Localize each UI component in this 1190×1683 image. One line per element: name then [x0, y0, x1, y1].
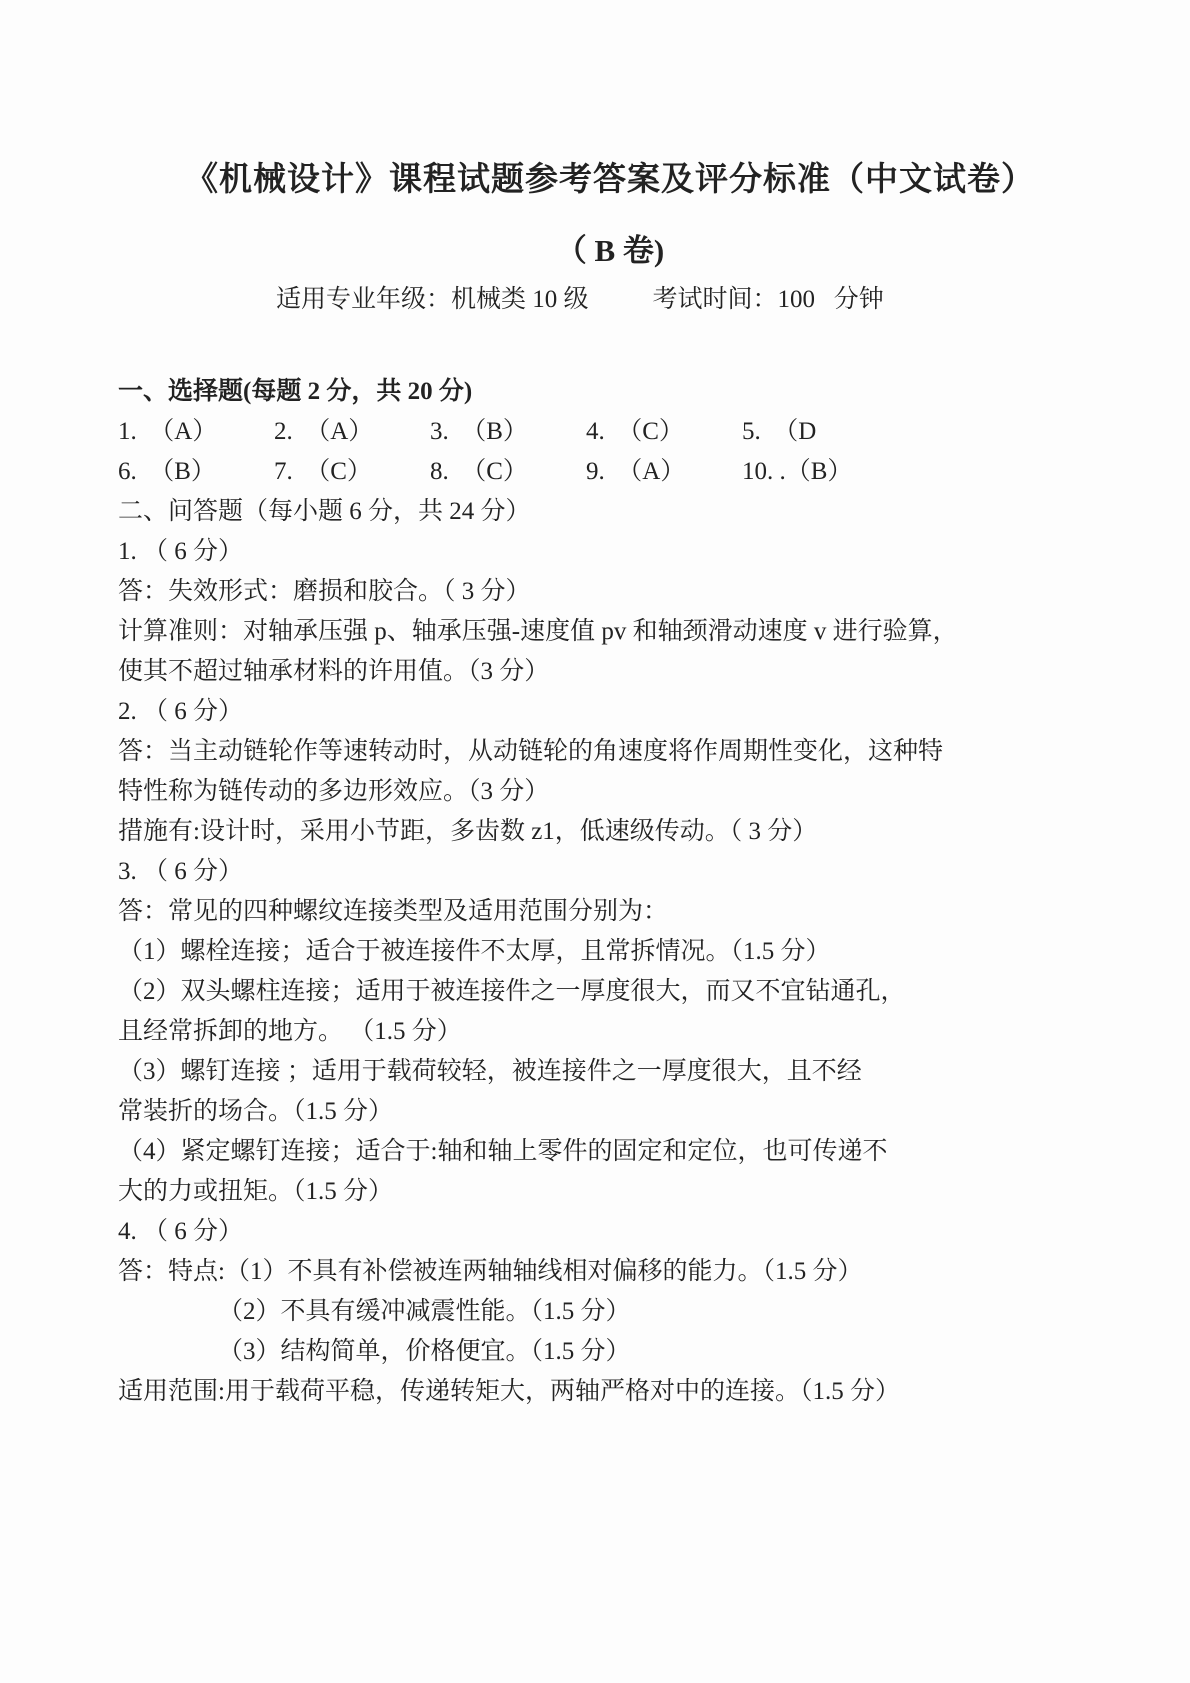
qa-q2-answer-line: 答：当主动链轮作等速转动时，从动链轮的角速度将作周期性变化，这种特: [118, 738, 944, 765]
choice-answer-8: 8. （C）: [430, 458, 528, 485]
qa-q3-answer-line: 大的力或扭矩。（1.5 分）: [118, 1178, 394, 1205]
qa-q4-number: 4. （ 6 分）: [118, 1218, 244, 1245]
qa-q3-answer-line: 答：常见的四种螺纹连接类型及适用范围分别为：: [118, 898, 669, 925]
qa-q2-number: 2. （ 6 分）: [118, 698, 244, 725]
qa-q3-answer-line: 且经常拆卸的地方。 （1.5 分）: [118, 1018, 462, 1045]
qa-q4-answer-line: 适用范围:用于载荷平稳，传递转矩大，两轴严格对中的连接。（1.5 分）: [118, 1378, 900, 1405]
exam-info-row: [118, 284, 1102, 316]
qa-q1-answer-line: 答：失效形式：磨损和胶合。（ 3 分）: [118, 578, 531, 605]
document-body: [118, 372, 1102, 1412]
document-subtitle: （ B 卷): [555, 233, 665, 268]
document-title: 《机械设计》课程试题参考答案及评分标准（中文试卷）: [185, 162, 1035, 198]
qa-q4-answer-line: （2）不具有缓冲减震性能。（1.5 分）: [218, 1298, 631, 1325]
section-heading-qa: 二、问答题（每小题 6 分，共 24 分）: [118, 498, 531, 525]
section-heading-choice: 一、选择题(每题 2 分，共 20 分): [118, 378, 473, 405]
qa-q4-answer-line: 答：特点:（1）不具有补偿被连两轴轴线相对偏移的能力。（1.5 分）: [118, 1258, 863, 1285]
qa-q3-answer-line: （2）双头螺柱连接；适用于被连接件之一厚度很大，而又不宜钻通孔，: [118, 978, 906, 1005]
qa-q3-answer-line: （3）螺钉连接 ；适用于载荷较轻，被连接件之一厚度很大，且不经: [118, 1058, 862, 1085]
choice-answer-4: 4. （C）: [586, 418, 684, 445]
qa-q3-number: 3. （ 6 分）: [118, 858, 244, 885]
qa-q1-answer-line: 计算准则：对轴承压强 p、轴承压强-速度值 pv 和轴颈滑动速度 v 进行验算，: [118, 618, 958, 645]
exam-info-major: 适用专业年级：机械类 10 级: [276, 286, 589, 313]
choice-answer-2: 2. （A）: [274, 418, 374, 445]
choice-answer-7: 7. （C）: [274, 458, 372, 485]
choice-answer-6: 6. （B）: [118, 458, 216, 485]
choice-answer-10: 10. .（B）: [742, 458, 853, 485]
choice-answer-3: 3. （B）: [430, 418, 528, 445]
choice-answer-9: 9. （A）: [586, 458, 686, 485]
qa-q1-answer-line: 使其不超过轴承材料的许用值。（3 分）: [118, 658, 550, 685]
qa-q3-answer-line: （4）紧定螺钉连接；适合于:轴和轴上零件的固定和定位，也可传递不: [118, 1138, 888, 1165]
exam-info-duration: 考试时间：100 分钟: [652, 286, 884, 313]
qa-q4-answer-line: （3）结构简单，价格便宜。（1.5 分）: [218, 1338, 631, 1365]
choice-answers-row-1: [118, 412, 1102, 452]
choice-answer-1: 1. （A）: [118, 418, 218, 445]
qa-q1-number: 1. （ 6 分）: [118, 538, 244, 565]
choice-answer-5: 5. （D: [742, 418, 817, 445]
qa-q3-answer-line: （1）螺栓连接；适合于被连接件不太厚，且常拆情况。（1.5 分）: [118, 938, 831, 965]
choice-answers-row-2: [118, 452, 1102, 492]
qa-q3-answer-line: 常装折的场合。（1.5 分）: [118, 1098, 394, 1125]
qa-q2-answer-line: 措施有:设计时，采用小节距，多齿数 z1，低速级传动。（ 3 分）: [118, 818, 818, 845]
qa-q2-answer-line: 特性称为链传动的多边形效应。（3 分）: [118, 778, 550, 805]
